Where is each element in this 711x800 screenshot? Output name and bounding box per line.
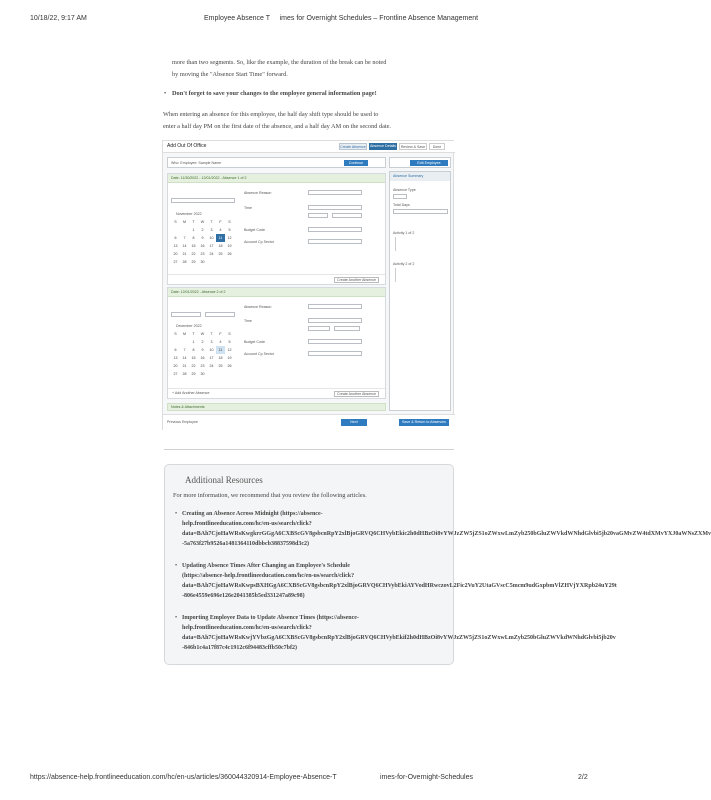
resource-link-1-data[interactable]: data=BAh7CjoHaWRsKwgkrrGGgA6CXBScGV8gsbcnRpY2xlBjoGRVQ6CHVybEkic2h0dHBzOi8vYWJzZW5jZS1oZWxwLmZyb250bGluZWVkdWNhdGlvbi5jb20vaGMvZW4tdXMvYXJ0aWNsZXMv <box>182 531 711 537</box>
calendar-month: December 2022 <box>176 324 202 328</box>
reason-label: Absence Reason <box>244 191 272 195</box>
save-return-button[interactable]: Save & Return to Absences <box>399 419 449 426</box>
print-page-number: 2/2 <box>578 774 588 781</box>
sector-label: Account Cp Sector <box>244 240 274 244</box>
calendar-1[interactable]: S M T W T F S 1 2 3 4 5 6 7 8 9 10 11 12 13 14 15 16 17 18 19 20 21 22 23 24 25 26 27 28 29 30 <box>173 220 232 264</box>
print-datetime: 10/18/22, 9:17 AM <box>30 15 87 22</box>
summary-item: Activity 1 of 2 <box>393 231 415 235</box>
section-header: Date: 12/01/2022 - Absence 2 of 2 <box>171 290 226 294</box>
step-tab[interactable]: Done <box>429 143 445 150</box>
continue-button[interactable]: Continue <box>344 160 368 166</box>
resource-link-3-hash[interactable]: -846b1c4a17f87c4c1912c6f94483cffb50c7bf2) <box>182 645 297 651</box>
notes-attachments[interactable]: Notes & Attachments <box>171 405 205 409</box>
step-tab-active[interactable]: Absence Details <box>370 144 396 148</box>
resources-title: Additional Resources <box>185 475 263 485</box>
resource-link-2-url[interactable]: (https://absence-help.frontlineeducation.com/hc/en-us/search/click? <box>182 573 355 579</box>
summary-item: Absence Type <box>393 188 416 192</box>
bullet-dot: • <box>164 90 167 97</box>
previous-employee[interactable]: Previous Employee <box>167 420 198 424</box>
time-label: Time <box>244 319 252 323</box>
body-paragraph: enter a half day PM on the first date of the absence, and a half day AM on the second date. <box>163 123 392 130</box>
reason-label: Absence Reason <box>244 305 272 309</box>
sector-select[interactable] <box>308 239 362 244</box>
resource-link-2-data[interactable]: data=BAh7CjoHaWRsKwpsBXHGgA6CXBScGV8gsbcnRpY2xlBjoGRVQ6CHVybEkiAYVodHRwczovL2Fic2VuY2UtaGVscC5mcm9udGxpbmVlZHVjYXRpb24uY29t <box>182 583 617 589</box>
screenshot-title: Add Out Of Office <box>167 143 207 149</box>
print-title: Employee Absence T imes for Overnight Schedules – Frontline Absence Management <box>204 15 479 22</box>
start-time-field[interactable] <box>308 213 328 218</box>
resource-link-1[interactable]: Creating an Absence Across Midnight (https://absence- <box>182 511 323 517</box>
next-button[interactable]: Next <box>341 419 367 426</box>
edit-employee-button[interactable]: Edit Employee <box>410 160 448 166</box>
step-tab[interactable]: Review & Save <box>400 145 426 149</box>
sector-select[interactable] <box>308 351 362 356</box>
time-select[interactable] <box>308 205 362 210</box>
summary-panel <box>389 171 451 411</box>
summary-item: Total Days <box>393 203 410 207</box>
resource-link-2[interactable]: Updating Absence Times After Changing an Employee's Schedule <box>182 563 350 569</box>
summary-item: Activity 2 of 2 <box>393 262 415 266</box>
budget-label: Budget Code <box>244 228 265 232</box>
print-url-tail: imes-for-Overnight-Schedules <box>380 774 473 781</box>
reason-select[interactable] <box>308 304 362 309</box>
divider <box>164 449 454 450</box>
end-time-field[interactable] <box>334 326 360 331</box>
section-header: Date: 11/30/2022 - 12/01/2022 - Absence 1 of 2 <box>171 176 247 180</box>
body-line: by moving the "Absence Start Time" forward. <box>172 71 288 78</box>
summary-title: Absence Summary <box>393 174 424 178</box>
resource-link-1-url[interactable]: help.frontlineeducation.com/hc/en-us/search/click? <box>182 521 312 527</box>
step-tab[interactable]: Create Absence <box>340 145 366 149</box>
resource-link-1-hash[interactable]: -5a763f27b9526a1481364110dbbcb38837598d3c2) <box>182 541 310 547</box>
time-select[interactable] <box>308 318 362 323</box>
time-label: Time <box>244 206 252 210</box>
body-paragraph: When entering an absence for this employee, the half day shift type should be used to <box>163 111 379 118</box>
create-another-button[interactable]: Create Another Absence <box>334 277 379 283</box>
absence-screenshot <box>162 140 454 430</box>
resource-link-3-data[interactable]: data=BAh7CjoHaWRsKwjYVbzGgA6CXBScGV8gsbcnRpY2xlBjoGRVQ6CHVybEkif2h0dHBzOi8vYWJzZW5jZS1oZWxwLmZyb250bGluZWVkdWNhdGlvbi5jb20v <box>182 635 616 641</box>
absence-section-2 <box>167 287 386 399</box>
resource-link-2-hash[interactable]: -806e4559e696e126e2041385b5ed331247a89c98) <box>182 593 305 599</box>
add-absence-button[interactable]: + Add Another Absence <box>172 391 210 395</box>
calendar-2[interactable]: S M T W T F S 1 2 3 4 5 6 7 8 9 10 11 12 13 14 15 16 17 18 19 20 21 22 23 24 25 26 27 28 29 30 <box>173 332 232 376</box>
sector-label: Account Cp Sector <box>244 352 274 356</box>
absence-section-1 <box>167 173 386 285</box>
end-time-field[interactable] <box>332 213 362 218</box>
budget-label: Budget Code <box>244 340 265 344</box>
create-another-button[interactable]: Create Another Absence <box>334 391 379 397</box>
employee-bar-text: Who: Employee: Sample Name <box>171 161 222 165</box>
calendar-month: November 2022 <box>176 212 202 216</box>
resources-intro: For more information, we recommend that you review the following articles. <box>173 492 367 499</box>
budget-select[interactable] <box>308 339 362 344</box>
resource-link-3[interactable]: Importing Employee Data to Update Absence Times (https://absence- <box>182 615 359 621</box>
resource-link-3-url[interactable]: help.frontlineeducation.com/hc/en-us/search/click? <box>182 625 312 631</box>
start-time-field[interactable] <box>308 326 330 331</box>
bullet-text: Don't forget to save your changes to the employee general information page! <box>172 90 377 97</box>
print-url: https://absence-help.frontlineeducation.com/hc/en-us/articles/360044320914-Employee-Absence-T <box>30 774 337 781</box>
budget-select[interactable] <box>308 227 362 232</box>
reason-select[interactable] <box>308 190 362 195</box>
body-line: more than two segments. So, like the example, the duration of the break can be noted <box>172 59 387 66</box>
